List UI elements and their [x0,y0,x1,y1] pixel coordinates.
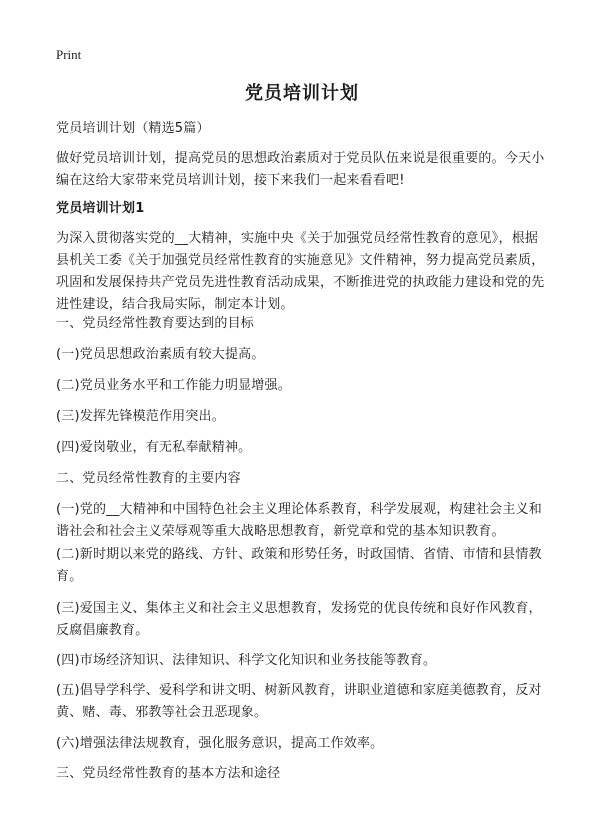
list-item-goal: (二)党员业务水平和工作能力明显增强。 [56,378,291,393]
list-item-content: (一)党的__大精神和中国特色社会主义理论体系教育，科学发展观，构建社会主义和谐社会和社会主义荣辱观等重大战略思想教育，新党章和党的基本知识教育。 [56,502,542,539]
heading-content: 二、党员经常性教育的主要内容 [56,471,241,486]
heading-goals: 一、党员经常性教育要达到的目标 [56,316,255,331]
document-title: 党员培训计划 [245,83,359,104]
list-item-content: (六)增强法律法规教育，强化服务意识，提高工作效率。 [56,736,384,751]
document-subtitle: 党员培训计划（精选5篇） [56,121,210,136]
print-link[interactable]: Print [56,47,82,62]
list-item-goal: (四)爱岗敬业，有无私奉献精神。 [56,440,252,455]
intro-paragraph: 做好党员培训计划，提高党员的思想政治素质对于党员队伍来说是很重要的。今天小编在这给大家带来党员培训计划，接下来我们一起来看看吧! [56,151,545,188]
section-heading: 党员培训计划1 [56,201,145,216]
list-item-content: (三)爱国主义、集体主义和社会主义思想教育，发扬党的优良传统和良好作风教育，反腐倡廉教育。 [56,601,542,638]
list-item-content: (五)倡导学科学、爱科学和讲文明、树新风教育，讲职业道德和家庭美德教育，反对黄、赌、毒、邪教等社会丑恶现象。 [56,683,542,720]
heading-methods: 三、党员经常性教育的基本方法和途径 [56,766,281,781]
list-item-content: (二)新时期以来党的路线、方针、政策和形势任务，时政国情、省情、市情和县情教育。 [56,547,542,584]
list-item-goal: (三)发挥先锋模范作用突出。 [56,409,225,424]
list-item-goal: (一)党员思想政治素质有较大提高。 [56,347,265,362]
paragraph-main: 为深入贯彻落实党的__大精神，实施中央《关于加强党员经常性教育的意见》，根据县机关工委《关于加强党员经常性教育的实施意见》文件精神，努力提高党员素质，巩固和发展保持共产党员先进性教育活动成果，不断推进党的执政能力建设和党的先进性建设，结合我局实际，制定本计划。 [56,231,545,312]
list-item-content: (四)市场经济知识、法律知识、科学文化知识和业务技能等教育。 [56,653,437,668]
